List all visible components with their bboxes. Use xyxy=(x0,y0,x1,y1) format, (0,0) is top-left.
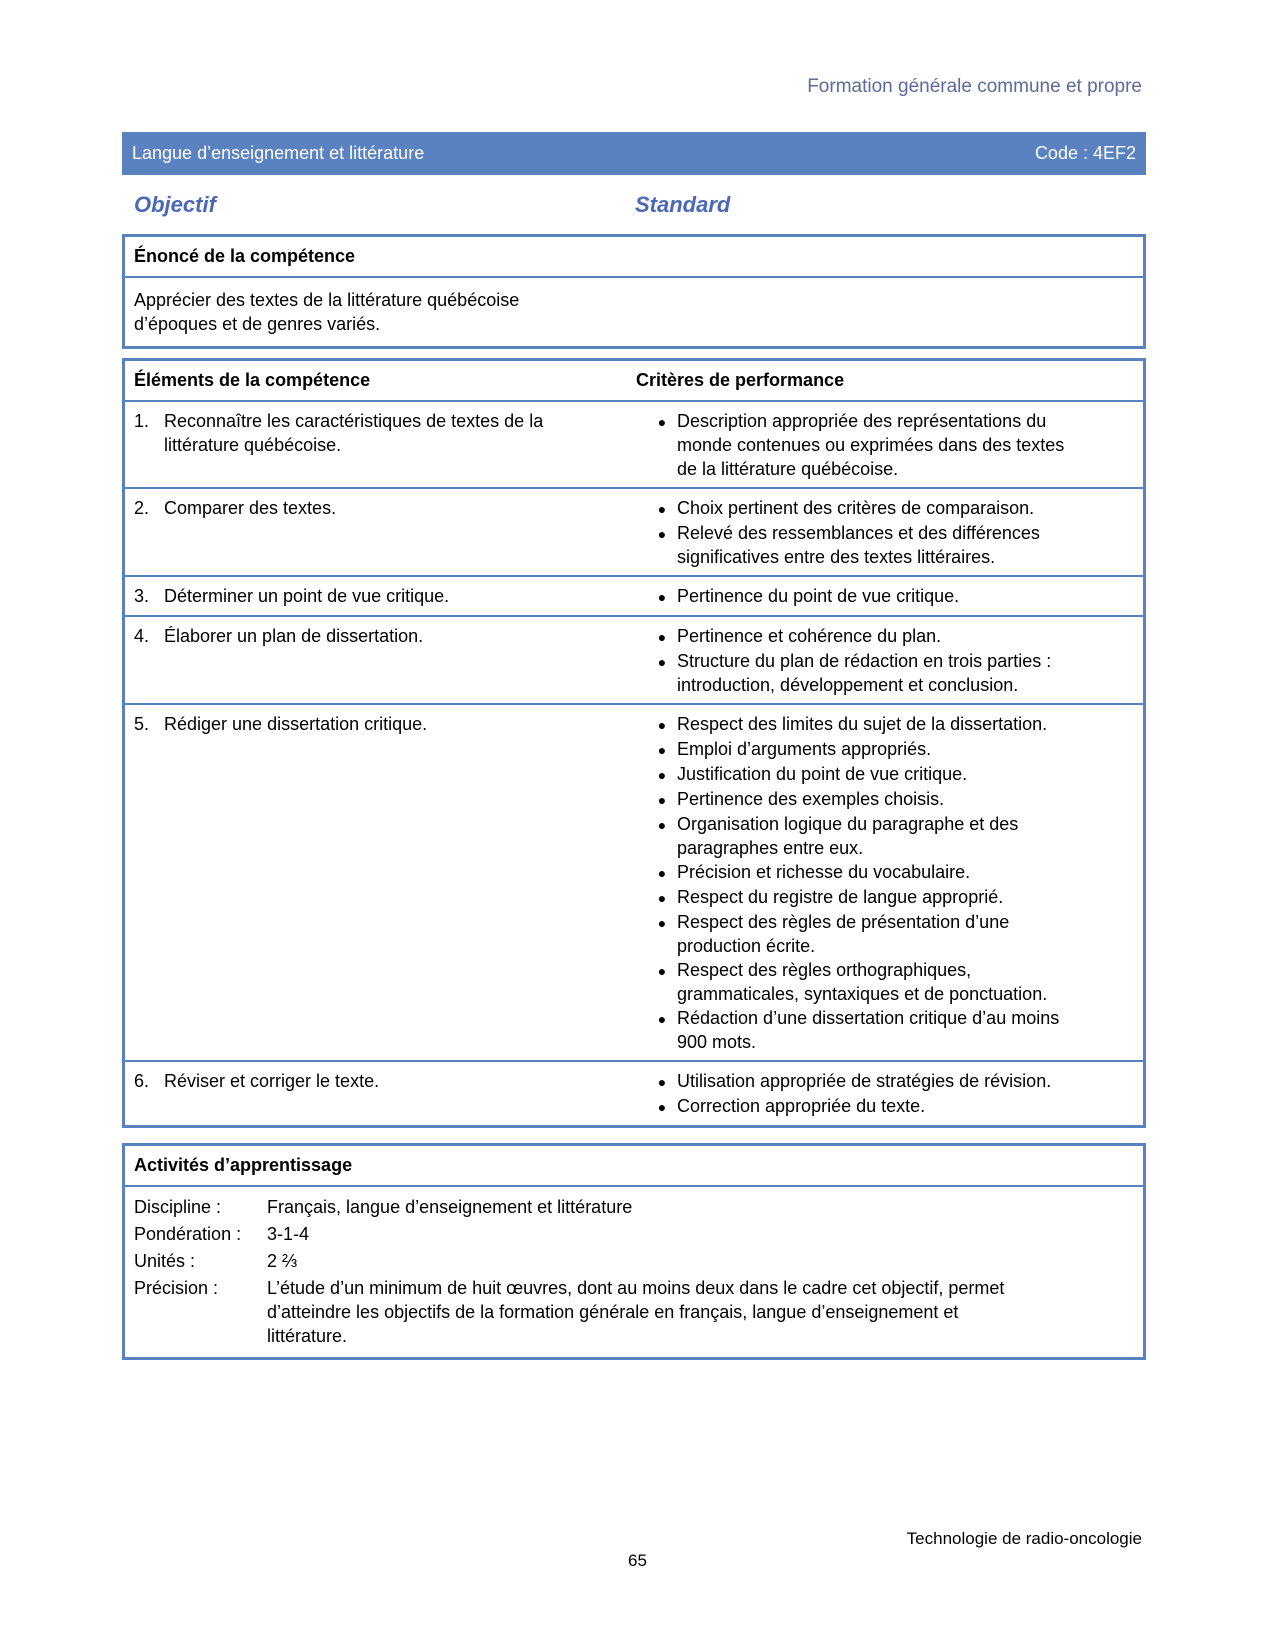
element-line: Élaborer un plan de dissertation. xyxy=(164,626,424,646)
criterion-text xyxy=(677,737,931,762)
element-number: 5. xyxy=(134,714,150,734)
criterion-text xyxy=(677,1094,925,1119)
criterion-text xyxy=(677,958,1047,1006)
activite-value-line: 3-1-4 xyxy=(267,1224,310,1244)
bullet-icon: ● xyxy=(657,717,667,733)
table-row xyxy=(125,616,1143,704)
element-text xyxy=(164,496,336,520)
criterion-line: Respect des limites du sujet de la dissertation. xyxy=(677,714,1048,734)
criterion-text xyxy=(677,712,1047,737)
criterion-text xyxy=(677,496,1034,521)
criteria-list xyxy=(647,624,1134,697)
criterion-text xyxy=(677,624,941,649)
competence-element xyxy=(134,712,624,736)
course-title: Langue d’enseignement et littérature xyxy=(132,143,425,163)
competence-box xyxy=(122,358,1146,1128)
activites-heading: Activités d’apprentissage xyxy=(125,1146,1143,1187)
bullet-icon: ● xyxy=(657,865,667,881)
activite-value-line: littérature. xyxy=(267,1326,348,1346)
activite-row xyxy=(125,1195,1143,1219)
criterion-text xyxy=(677,860,970,885)
activite-row xyxy=(125,1276,1143,1348)
criterion-line: Rédaction d’une dissertation critique d’au moins xyxy=(677,1008,1060,1028)
element-text xyxy=(164,409,543,457)
criterion-item xyxy=(647,910,1134,958)
element-number: 1. xyxy=(134,411,150,431)
activite-value-line: Français, langue d’enseignement et littérature xyxy=(267,1197,633,1217)
criterion-item xyxy=(647,812,1134,860)
bullet-icon: ● xyxy=(657,1011,667,1027)
criterion-text xyxy=(677,649,1051,697)
criterion-line: grammaticales, syntaxiques et de ponctuation. xyxy=(677,984,1048,1004)
activite-key: Précision : xyxy=(134,1278,219,1298)
activites-box xyxy=(122,1143,1146,1360)
element-line: Comparer des textes. xyxy=(164,498,337,518)
criteres-column-header: Critères de performance xyxy=(636,370,845,390)
criterion-line: Respect des règles de présentation d’une xyxy=(677,912,1010,932)
element-number: 6. xyxy=(134,1071,150,1091)
criterion-item xyxy=(647,624,1134,649)
activite-value xyxy=(267,1249,297,1273)
competence-heading xyxy=(125,361,1143,402)
criterion-item xyxy=(647,584,1134,609)
bullet-icon: ● xyxy=(657,915,667,931)
element-text xyxy=(164,712,427,736)
criterion-item xyxy=(647,712,1134,737)
criterion-line: Pertinence du point de vue critique. xyxy=(677,586,960,606)
objectif-label: Objectif xyxy=(134,192,216,217)
enonce-heading: Énoncé de la compétence xyxy=(125,237,1143,278)
criterion-text xyxy=(677,910,1009,958)
activite-value-line: L’étude d’un minimum de huit œuvres, dont au moins deux dans le cadre cet objectif, permet xyxy=(267,1278,1005,1298)
criterion-line: monde contenues ou exprimées dans des textes xyxy=(677,435,1065,455)
criterion-item xyxy=(647,787,1134,812)
activite-value-line: d’atteindre les objectifs de la formation générale en français, langue d’enseignement et xyxy=(267,1302,959,1322)
criterion-text xyxy=(677,885,1003,910)
activite-key: Unités : xyxy=(134,1251,196,1271)
criteria-list xyxy=(647,712,1134,1054)
header-section-title: Formation générale commune et propre xyxy=(807,76,1142,97)
element-text xyxy=(164,584,449,608)
criterion-text xyxy=(677,409,1064,481)
activite-key: Discipline : xyxy=(134,1197,222,1217)
criterion-item xyxy=(647,885,1134,910)
criterion-line: Respect du registre de langue approprié. xyxy=(677,887,1004,907)
criterion-line: Organisation logique du paragraphe et des xyxy=(677,814,1019,834)
competence-element xyxy=(134,584,624,608)
criterion-line: significatives entre des textes littéraires. xyxy=(677,547,996,567)
competence-table xyxy=(125,402,1143,1125)
criterion-line: 900 mots. xyxy=(677,1032,757,1052)
table-row xyxy=(125,576,1143,616)
activite-row xyxy=(125,1249,1143,1273)
criterion-item xyxy=(647,1094,1134,1119)
table-row xyxy=(125,704,1143,1061)
bullet-icon: ● xyxy=(657,629,667,645)
criterion-text xyxy=(677,787,944,812)
criterion-item xyxy=(647,1006,1134,1054)
bullet-icon: ● xyxy=(657,742,667,758)
activite-value xyxy=(267,1276,1004,1348)
criterion-line: paragraphes entre eux. xyxy=(677,838,864,858)
criterion-line: introduction, développement et conclusion. xyxy=(677,675,1019,695)
table-row xyxy=(125,1061,1143,1125)
criterion-line: production écrite. xyxy=(677,936,816,956)
elements-column-header: Éléments de la compétence xyxy=(134,370,371,390)
activite-value xyxy=(267,1195,632,1219)
criteria-list xyxy=(647,409,1134,481)
criterion-line: Justification du point de vue critique. xyxy=(677,764,968,784)
competence-element xyxy=(134,496,624,520)
enonce-box xyxy=(122,234,1146,349)
activite-value-line: 2 ⅔ xyxy=(267,1251,298,1271)
standard-label: Standard xyxy=(635,192,731,217)
criterion-item xyxy=(647,521,1134,569)
element-line: Déterminer un point de vue critique. xyxy=(164,586,450,606)
bullet-icon: ● xyxy=(657,654,667,670)
criterion-item xyxy=(647,496,1134,521)
element-number: 4. xyxy=(134,626,150,646)
bullet-icon: ● xyxy=(657,767,667,783)
criterion-item xyxy=(647,958,1134,1006)
criteria-list xyxy=(647,496,1134,569)
element-number: 3. xyxy=(134,586,150,606)
criteria-list xyxy=(647,1069,1134,1119)
enonce-text xyxy=(125,278,1143,346)
bullet-icon: ● xyxy=(657,890,667,906)
criterion-line: Précision et richesse du vocabulaire. xyxy=(677,862,971,882)
criterion-text xyxy=(677,584,959,609)
criterion-item xyxy=(647,1069,1134,1094)
enonce-line: Apprécier des textes de la littérature québécoise xyxy=(134,290,520,310)
element-line: Rédiger une dissertation critique. xyxy=(164,714,428,734)
criterion-text xyxy=(677,1006,1059,1054)
element-number: 2. xyxy=(134,498,150,518)
page-number: 65 xyxy=(628,1551,647,1570)
bullet-icon: ● xyxy=(657,1074,667,1090)
competence-element xyxy=(134,1069,624,1093)
criterion-text xyxy=(677,521,1040,569)
bullet-icon: ● xyxy=(657,792,667,808)
bullet-icon: ● xyxy=(657,526,667,542)
criteria-list xyxy=(647,584,1134,609)
competence-element xyxy=(134,624,624,648)
element-line: Réviser et corriger le texte. xyxy=(164,1071,380,1091)
criterion-line: Emploi d’arguments appropriés. xyxy=(677,739,932,759)
criterion-line: Choix pertinent des critères de comparaison. xyxy=(677,498,1035,518)
criterion-line: Pertinence des exemples choisis. xyxy=(677,789,945,809)
criterion-text xyxy=(677,1069,1051,1094)
table-row xyxy=(125,488,1143,576)
footer-program: Technologie de radio-oncologie xyxy=(906,1529,1142,1548)
enonce-line: d’époques et de genres variés. xyxy=(134,314,381,334)
course-code: Code : 4EF2 xyxy=(1034,143,1136,163)
element-line: littérature québécoise. xyxy=(164,435,342,455)
element-text xyxy=(164,1069,379,1093)
criterion-line: de la littérature québécoise. xyxy=(677,459,899,479)
bullet-icon: ● xyxy=(657,414,667,430)
criterion-item xyxy=(647,860,1134,885)
element-text xyxy=(164,624,423,648)
competence-element xyxy=(134,409,624,457)
bullet-icon: ● xyxy=(657,817,667,833)
bullet-icon: ● xyxy=(657,501,667,517)
activite-row xyxy=(125,1222,1143,1246)
bullet-icon: ● xyxy=(657,963,667,979)
element-line: Reconnaître les caractéristiques de textes de la xyxy=(164,411,544,431)
criterion-line: Relevé des ressemblances et des différences xyxy=(677,523,1040,543)
criterion-text xyxy=(677,762,967,787)
criterion-line: Respect des règles orthographiques, xyxy=(677,960,972,980)
criterion-item xyxy=(647,762,1134,787)
criterion-item xyxy=(647,409,1134,481)
criterion-line: Utilisation appropriée de stratégies de révision. xyxy=(677,1071,1052,1091)
criterion-line: Structure du plan de rédaction en trois parties : xyxy=(677,651,1052,671)
criterion-item xyxy=(647,737,1134,762)
criterion-text xyxy=(677,812,1018,860)
bullet-icon: ● xyxy=(657,589,667,605)
activite-value xyxy=(267,1222,309,1246)
activite-key: Pondération : xyxy=(134,1224,242,1244)
activites-details xyxy=(125,1187,1143,1357)
criterion-line: Description appropriée des représentations du xyxy=(677,411,1047,431)
criterion-line: Correction appropriée du texte. xyxy=(677,1096,926,1116)
bullet-icon: ● xyxy=(657,1099,667,1115)
criterion-line: Pertinence et cohérence du plan. xyxy=(677,626,942,646)
table-row xyxy=(125,402,1143,488)
criterion-item xyxy=(647,649,1134,697)
course-banner xyxy=(122,132,1146,175)
